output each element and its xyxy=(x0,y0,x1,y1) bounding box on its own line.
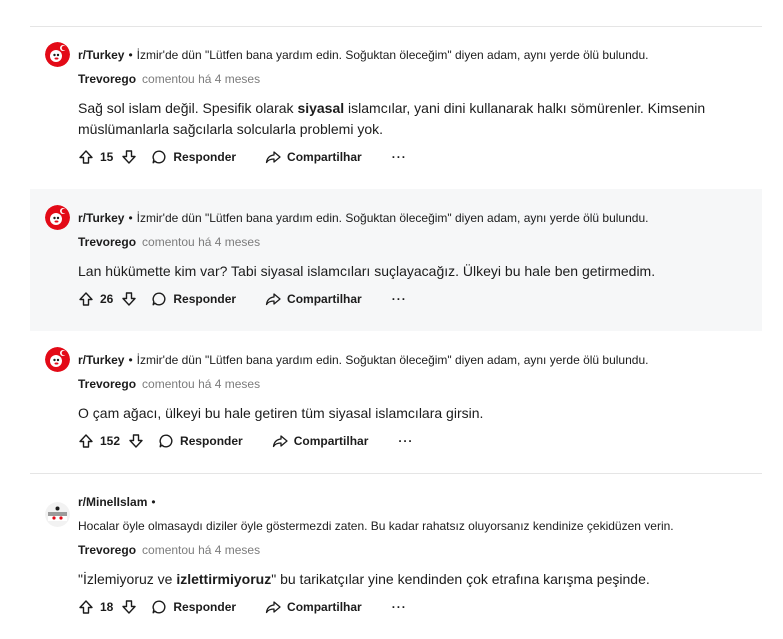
post-title-link[interactable]: Hocalar öyle olmasaydı diziler öyle göstermezdi zaten. Bu kadar rahatsız oluyorsanız kendinize çekidüzen verin. xyxy=(78,519,674,533)
subreddit-link[interactable]: r/Turkey xyxy=(78,353,125,367)
separator-dot: • xyxy=(128,353,133,367)
comment-bubble-icon xyxy=(158,433,174,449)
comment-timestamp: comentou há 4 meses xyxy=(142,235,261,249)
post-title-link[interactable]: İzmir'de dün "Lütfen bana yardım edin. Soğuktan öleceğim" diyen adam, aynı yerde ölü bulundu. xyxy=(136,211,649,225)
vote-count: 15 xyxy=(100,150,114,164)
comment-timestamp: comentou há 4 meses xyxy=(142,72,261,86)
downvote-icon[interactable] xyxy=(121,149,137,165)
comment-body: Lan hükümette kim var? Tabi siyasal islamcıları suçlayacağız. Ülkeyi bu hale ben getirmedim. xyxy=(78,263,656,279)
subreddit-avatar-turkey-icon[interactable] xyxy=(45,205,70,230)
downvote-icon[interactable] xyxy=(121,599,137,615)
reply-button[interactable]: Responder xyxy=(158,433,243,449)
separator-dot: • xyxy=(151,495,156,509)
comment-actions xyxy=(78,289,407,309)
upvote-icon[interactable] xyxy=(78,291,94,307)
author-link[interactable]: Trevorego xyxy=(78,543,137,557)
upvote-icon[interactable] xyxy=(78,599,94,615)
vote-count: 152 xyxy=(100,434,121,448)
separator-dot: • xyxy=(128,48,133,62)
comment-card[interactable] xyxy=(30,189,762,331)
previous-comment-remnant xyxy=(0,0,783,6)
comment-timestamp: comentou há 4 meses xyxy=(142,377,261,391)
comment-card[interactable] xyxy=(30,474,762,639)
upvote-icon[interactable] xyxy=(78,433,94,449)
downvote-icon[interactable] xyxy=(121,291,137,307)
post-title-link[interactable]: İzmir'de dün "Lütfen bana yardım edin. Soğuktan öleceğim" diyen adam, aynı yerde ölü bulundu. xyxy=(136,48,649,62)
comment-actions xyxy=(78,597,407,617)
author-link[interactable]: Trevorego xyxy=(78,377,137,391)
downvote-icon[interactable] xyxy=(128,433,144,449)
comment-timestamp: comentou há 4 meses xyxy=(142,543,261,557)
share-arrow-icon xyxy=(265,149,281,165)
share-button[interactable]: Compartilhar xyxy=(265,599,362,615)
share-button[interactable]: Compartilhar xyxy=(265,291,362,307)
comment-actions xyxy=(78,147,407,167)
comment-bubble-icon xyxy=(151,149,167,165)
more-options-button[interactable]: ··· xyxy=(391,292,407,306)
subreddit-avatar-turkey-icon[interactable] xyxy=(45,42,70,67)
comment-bubble-icon xyxy=(151,291,167,307)
comment-body: Sağ sol islam değil. Spesifik olarak siyasal islamcılar, yani dini kullanarak halkı sömürenler. Kimsenin müslümanlarla sağcılarla solcularla problemi yok. xyxy=(78,100,706,137)
subreddit-avatar-minelislam-icon[interactable] xyxy=(45,502,70,527)
share-button[interactable]: Compartilhar xyxy=(265,149,362,165)
subreddit-avatar-turkey-icon[interactable] xyxy=(45,347,70,372)
reply-button[interactable]: Responder xyxy=(151,149,236,165)
upvote-icon[interactable] xyxy=(78,149,94,165)
separator-dot: • xyxy=(128,211,133,225)
share-arrow-icon xyxy=(272,433,288,449)
vote-count: 26 xyxy=(100,292,114,306)
comment-body: "İzlemiyoruz ve izlettirmiyoruz" bu tarikatçılar yine kendinden çok etrafına karışma peşinde. xyxy=(78,571,650,587)
comment-card[interactable] xyxy=(30,331,762,473)
share-arrow-icon xyxy=(265,599,281,615)
subreddit-link[interactable]: r/MinelIslam xyxy=(78,495,148,509)
comment-card[interactable] xyxy=(30,27,762,189)
more-options-button[interactable]: ··· xyxy=(398,434,414,448)
vote-count: 18 xyxy=(100,600,114,614)
author-link[interactable]: Trevorego xyxy=(78,72,137,86)
share-arrow-icon xyxy=(265,291,281,307)
post-title-link[interactable]: İzmir'de dün "Lütfen bana yardım edin. Soğuktan öleceğim" diyen adam, aynı yerde ölü bulundu. xyxy=(136,353,649,367)
more-options-button[interactable]: ··· xyxy=(391,150,407,164)
reply-button[interactable]: Responder xyxy=(151,291,236,307)
more-options-button[interactable]: ··· xyxy=(391,600,407,614)
subreddit-link[interactable]: r/Turkey xyxy=(78,211,125,225)
author-link[interactable]: Trevorego xyxy=(78,235,137,249)
comment-bubble-icon xyxy=(151,599,167,615)
comment-body: O çam ağacı, ülkeyi bu hale getiren tüm siyasal islamcılara girsin. xyxy=(78,405,484,421)
subreddit-link[interactable]: r/Turkey xyxy=(78,48,125,62)
comment-actions xyxy=(78,431,413,451)
share-button[interactable]: Compartilhar xyxy=(272,433,369,449)
reply-button[interactable]: Responder xyxy=(151,599,236,615)
